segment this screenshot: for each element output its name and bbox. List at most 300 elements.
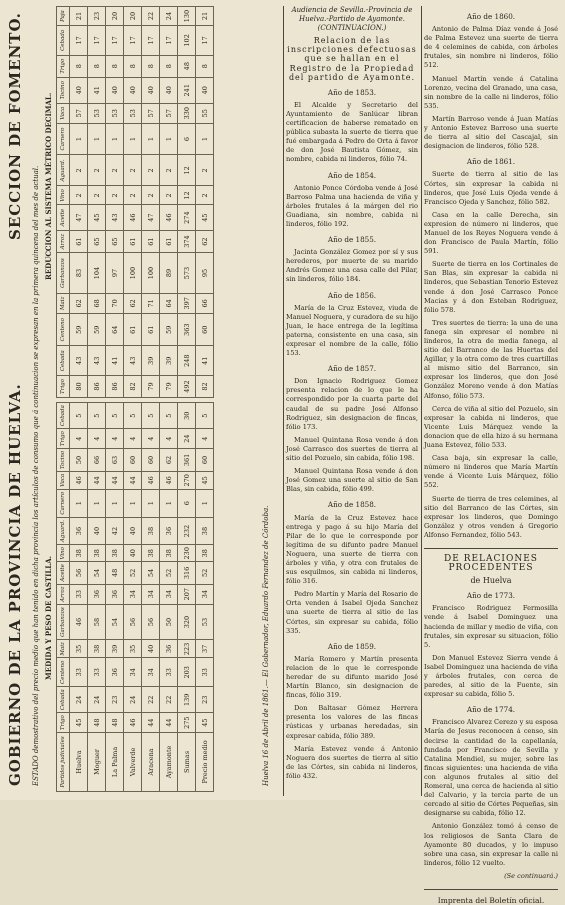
- column-header: Partidos judiciales: [57, 732, 70, 791]
- table-cell: 61: [160, 230, 178, 253]
- registry-entry: Francisco Alvarez Cerezo y su esposa María de Jesus reconocen á censo, sin decirse la cantidad de la capellanía, fundada por Francisco de Sevilla y Catalina Mendiel, su mujer, sobre las fincas siguientes: una hacienda de viña con algunos frutales al sitio del Romeral, una cerca de hacienda al sitio del Calvario, y la tercia parte de un cercado al sitio de Córtes Pequeñas, sin designarse su cabida, fólio 12.: [424, 718, 558, 818]
- table-cell: 4: [196, 429, 214, 449]
- column-divider: [421, 6, 422, 796]
- relaciones-subtitle: de Huelva: [470, 576, 512, 586]
- table-cell: 97: [106, 253, 124, 293]
- table-cell: 45: [70, 713, 88, 733]
- year-heading: Año de 1856.: [327, 290, 377, 300]
- table-cell: 30: [178, 403, 196, 429]
- table-cell: 5: [196, 403, 214, 429]
- table-cell: 68: [88, 293, 106, 313]
- table-row: [88, 403, 106, 792]
- table-cell: 17: [106, 26, 124, 56]
- table-cell: 12: [178, 155, 196, 186]
- table-row: [178, 7, 196, 398]
- table-cell: 59: [70, 314, 88, 346]
- table-cell: 102: [178, 26, 196, 56]
- table-cell: 330: [178, 103, 196, 123]
- table-cell: Precio medio: [196, 732, 214, 791]
- table-cell: 80: [70, 376, 88, 398]
- table-cell: 40: [88, 517, 106, 545]
- table-cell: 89: [160, 253, 178, 293]
- table-cell: 5: [88, 403, 106, 429]
- table-cell: Valverde: [124, 732, 142, 791]
- table-cell: 1: [106, 489, 124, 517]
- table-cell: 4: [142, 429, 160, 449]
- table-cell: 2: [124, 155, 142, 186]
- column-header: Vino: [57, 545, 70, 562]
- table-cell: 21: [196, 7, 214, 26]
- table-cell: Moguer: [88, 732, 106, 791]
- table-cell: 36: [160, 640, 178, 658]
- table-cell: 43: [106, 205, 124, 230]
- table-cell: 40: [106, 77, 124, 103]
- column-header: Aceite: [57, 205, 70, 230]
- table-cell: 62: [160, 448, 178, 471]
- text-column-left: [286, 6, 418, 785]
- table-cell: 397: [178, 293, 196, 313]
- column-header: Garbanzos: [57, 253, 70, 293]
- table-cell: 100: [142, 253, 160, 293]
- table-cell: 83: [70, 253, 88, 293]
- year-heading: Año de 1858.: [327, 500, 377, 510]
- table-row: [124, 7, 142, 398]
- table-row: [124, 403, 142, 792]
- column-header: Aguard.: [57, 517, 70, 545]
- table-cell: 38: [196, 545, 214, 562]
- table-cell: 46: [70, 472, 88, 490]
- registry-entry: Don Manuel Estevez Sierra vende á Isabel Dominguez una hacienda de viña y árboles frutales, con cerca de paredes, al sitio de la Fuente, sin expresar su cabida, fólio 5.: [424, 653, 558, 699]
- table-cell: 23: [106, 687, 124, 713]
- table-cell: 24: [178, 429, 196, 449]
- table-cell: 50: [160, 604, 178, 640]
- table-cell: 8: [124, 55, 142, 77]
- table-cell: 61: [142, 230, 160, 253]
- table-cell: 1: [160, 123, 178, 155]
- table-cell: 40: [124, 77, 142, 103]
- table-cell: 2: [142, 155, 160, 186]
- table-cell: 86: [88, 376, 106, 398]
- table-cell: 17: [160, 26, 178, 56]
- table-cell: 46: [124, 713, 142, 733]
- column-header: Cebada: [57, 346, 70, 376]
- registry-entry: María de la Cruz Estevez hace entrega y pago á su hijo María del Pilar de lo que le corresponde por legítima de su difunto padre Manuel Noguera, una suerte de tierra con árboles y viña, y otra con frutales de sus esquilmos, sin cabida ni linderos, fólio 316.: [286, 513, 418, 586]
- table-cell: 38: [142, 545, 160, 562]
- table-cell: 47: [142, 205, 160, 230]
- table-cell: 40: [142, 640, 160, 658]
- table-cell: 44: [124, 472, 142, 490]
- column-header: Arroz: [57, 230, 70, 253]
- table-cell: 5: [106, 403, 124, 429]
- table-row: [160, 7, 178, 398]
- registry-entry: Manuel Quintana Rosa vende á don José Gomez una suerte al sitio de San Blas, sin cabida, fólio 499.: [286, 467, 418, 494]
- table-cell: 100: [124, 253, 142, 293]
- column-header: Paja: [57, 7, 70, 26]
- table-cell: 4: [160, 429, 178, 449]
- table-cell: 363: [178, 314, 196, 346]
- table-cell: 33: [70, 584, 88, 604]
- table-cell: 22: [160, 687, 178, 713]
- year-heading: Año de 1855.: [327, 235, 377, 245]
- table-cell: 1: [196, 123, 214, 155]
- table-cell: 6: [178, 123, 196, 155]
- table-cell: 71: [142, 293, 160, 313]
- table-cell: 24: [160, 7, 178, 26]
- registry-entry: María Estevez vende á Antonio Noguera dos suertes de tierra al sitio de las Córtes, sin cabida ni linderos, fólio 432.: [286, 744, 418, 780]
- table-cell: 45: [196, 472, 214, 490]
- table-cell: 66: [88, 448, 106, 471]
- table-cell: 320: [178, 604, 196, 640]
- table-cell: 1: [124, 489, 142, 517]
- table-cell: 24: [70, 687, 88, 713]
- table-cell: Huelva: [70, 732, 88, 791]
- table-cell: 203: [178, 658, 196, 687]
- table-cell: 52: [124, 562, 142, 584]
- table-cell: 33: [160, 658, 178, 687]
- table-cell: 17: [196, 26, 214, 56]
- table-cell: 17: [88, 26, 106, 56]
- table-header-row: [57, 7, 70, 398]
- year-heading: Año de 1773.: [466, 591, 516, 601]
- table-row: [178, 403, 196, 792]
- table-cell: 39: [160, 346, 178, 376]
- table-cell: 23: [196, 687, 214, 713]
- table-cell: 275: [178, 713, 196, 733]
- table-cell: 44: [142, 713, 160, 733]
- table-cell: 316: [178, 562, 196, 584]
- table-cell: 60: [124, 448, 142, 471]
- table-cell: 104: [88, 253, 106, 293]
- table-cell: 53: [124, 103, 142, 123]
- table-cell: 36: [88, 584, 106, 604]
- table-cell: 38: [142, 517, 160, 545]
- table-cell: 1: [88, 489, 106, 517]
- table-cell: 43: [88, 346, 106, 376]
- section-title: SECCION DE FOMENTO.: [6, 12, 24, 240]
- table-cell: 48: [178, 55, 196, 77]
- table-cell: 8: [106, 55, 124, 77]
- table-cell: 2: [70, 155, 88, 186]
- right-table-heading: REDUCCION AL SISTEMA MÉTRICO DECIMAL.: [44, 92, 53, 280]
- table-cell: 40: [70, 77, 88, 103]
- column-header: Centeno: [57, 314, 70, 346]
- table-cell: 86: [106, 376, 124, 398]
- table-cell: 8: [70, 55, 88, 77]
- table-cell: 35: [70, 640, 88, 658]
- table-cell: 1: [70, 489, 88, 517]
- table-cell: 2: [88, 155, 106, 186]
- table-cell: 5: [124, 403, 142, 429]
- table-cell: 63: [106, 448, 124, 471]
- table-cell: 21: [70, 7, 88, 26]
- table-cell: 38: [88, 545, 106, 562]
- table-cell: 43: [124, 346, 142, 376]
- table-cell: 38: [196, 517, 214, 545]
- table-cell: 2: [160, 186, 178, 205]
- table-cell: 39: [142, 346, 160, 376]
- table-cell: 22: [142, 7, 160, 26]
- colA-sections: [286, 88, 418, 781]
- table-cell: 40: [196, 77, 214, 103]
- banner-title: GOBIERNO DE LA PROVINCIA DE HUELVA.: [6, 383, 24, 786]
- table-cell: 45: [88, 205, 106, 230]
- registry-entry: Manuel Martín vende á Catalina Lorenzo, vecina del Granado, una casa, sin nombre de la calle ni linderos, fólio 535.: [424, 74, 558, 110]
- table-cell: 24: [88, 687, 106, 713]
- table-cell: 53: [88, 103, 106, 123]
- table-cell: 33: [196, 658, 214, 687]
- table-cell: 44: [106, 472, 124, 490]
- registry-entry: María de la Cruz Estevez, viuda de Manuel Noguera, y curadora de su hijo Juan, le hace entrega de la legítima paterna, consistente en una casa, sin expresar el nombre de la calle, fólio 153.: [286, 303, 418, 358]
- registry-entry: Don Ignacio Rodriguez Gomez presenta relacion de lo que le ha correspondido por la cuarta parte del caudal de su padre José Alfonso Rodriguez, sin designacion de fincas, fólio 173.: [286, 377, 418, 431]
- section-rule: [424, 548, 558, 549]
- table-cell: 17: [124, 26, 142, 56]
- column-header: Vaca: [57, 472, 70, 490]
- table-cell: 40: [160, 77, 178, 103]
- section-rule: [424, 889, 558, 890]
- left-table-heading: MEDIDA Y PESO DE CASTILLA.: [44, 555, 53, 680]
- metric-price-table: [56, 6, 214, 398]
- continuation-label: (CONTINUACION.): [317, 24, 387, 33]
- table-cell: 60: [142, 448, 160, 471]
- table-row: [142, 7, 160, 398]
- column-header: Trigo: [57, 429, 70, 449]
- column-header: Aguard.: [57, 155, 70, 186]
- table-cell: 62: [124, 293, 142, 313]
- column-header: Maiz: [57, 640, 70, 658]
- table-cell: 274: [178, 205, 196, 230]
- table-cell: 45: [196, 205, 214, 230]
- table-cell: 1: [142, 123, 160, 155]
- table-cell: 37: [196, 640, 214, 658]
- column-header: Arroz: [57, 584, 70, 604]
- column-header: Carnero: [57, 489, 70, 517]
- column-header: Maiz: [57, 293, 70, 313]
- table-cell: 70: [106, 293, 124, 313]
- table-cell: 36: [70, 517, 88, 545]
- table-cell: 232: [178, 517, 196, 545]
- column-header: Trigo: [57, 713, 70, 733]
- registry-entry: Suerte de tierra al sitio de las Córtes, sin expresar la cabida ni linderos, que José Luis Ojeda vende á Francisco Ojeda y Sanchez, fólio 582.: [424, 170, 558, 206]
- table-row: [160, 403, 178, 792]
- table-cell: 39: [106, 640, 124, 658]
- table-cell: 62: [70, 293, 88, 313]
- table-row: [88, 7, 106, 398]
- table-cell: 46: [142, 472, 160, 490]
- table-cell: 223: [178, 640, 196, 658]
- registry-entry: Francisco Rodriguez Fermosilla vende á Isabel Dominguez una hacienda de millar y medio de viña, con frutales, sin expresar su situacion, fólio 5.: [424, 604, 558, 649]
- table-row: [106, 403, 124, 792]
- registry-entry: Suerte de tierra en los Cortinales de San Blas, sin expresar la cabida ni linderos, que Sebastian Tenorio Estevez vende á don José Carrasco Ponce Macias y á don Esteban Rodriguez, fólio 578.: [424, 260, 558, 314]
- table-cell: 44: [160, 713, 178, 733]
- table-cell: 61: [124, 230, 142, 253]
- table-cell: 42: [106, 517, 124, 545]
- registry-entry: El Alcalde y Secretario del Ayuntamiento de Sanlúcar libran certificacion de haberse rematado en pública subasta la suerte de tierra que fué embargada á Pedro de Orta á favor de don José Bautista Gómez, sin nombre, cabida ni linderos, fólio 74.: [286, 100, 418, 164]
- table-cell: 40: [124, 517, 142, 545]
- table-cell: 374: [178, 230, 196, 253]
- table-cell: 41: [196, 346, 214, 376]
- table-cell: 64: [106, 314, 124, 346]
- year-heading: Año de 1861.: [466, 157, 516, 167]
- registry-entry: Jacinta González Gomez por sí y sus herederos, por muerte de su marido Andrés Gomez una casa calle del Pilar, sin linderos, fólio 184.: [286, 248, 418, 284]
- table-cell: 52: [196, 562, 214, 584]
- table-cell: 8: [88, 55, 106, 77]
- registry-entry: Cerca de viña al sitio del Pozuelo, sin expresar la cabida ni linderos, que Vicente Luis Márquez vende la donacion que de ella hizo á su hermana Juana Estevez, fólio 533.: [424, 404, 558, 450]
- table-cell: 4: [88, 429, 106, 449]
- table-cell: 46: [70, 604, 88, 640]
- table-cell: 57: [160, 103, 178, 123]
- table-cell: 65: [88, 230, 106, 253]
- year-heading: Año de 1857.: [327, 364, 377, 374]
- column-header: Carnero: [57, 123, 70, 155]
- table-cell: 43: [70, 346, 88, 376]
- registry-entry: Antonio de Palma Díaz vende á José de Palma Estevez una suerte de tierra de 4 celemines de cabida, con árboles frutales, sin nombre ni linderos, fólio 512.: [424, 25, 558, 70]
- table-cell: 33: [70, 658, 88, 687]
- table-cell: 2: [142, 186, 160, 205]
- table-cell: 38: [160, 545, 178, 562]
- column-header: Trigo: [57, 376, 70, 398]
- table-cell: 65: [106, 230, 124, 253]
- table-cell: 4: [106, 429, 124, 449]
- table-row: [142, 403, 160, 792]
- table-cell: 57: [70, 103, 88, 123]
- table-cell: 79: [142, 376, 160, 398]
- year-heading: Año de 1860.: [466, 12, 516, 21]
- table-cell: 34: [124, 584, 142, 604]
- table-cell: 22: [142, 687, 160, 713]
- table-cell: 40: [124, 545, 142, 562]
- table-cell: 207: [178, 584, 196, 604]
- table-cell: 36: [106, 658, 124, 687]
- table-cell: 61: [70, 230, 88, 253]
- column-header: Tocino: [57, 448, 70, 471]
- colB-sections: [424, 12, 558, 540]
- table-cell: 1: [88, 123, 106, 155]
- table-cell: 59: [160, 314, 178, 346]
- table-cell: 8: [160, 55, 178, 77]
- table-cell: 1: [70, 123, 88, 155]
- table-cell: 17: [70, 26, 88, 56]
- table-cell: 2: [106, 155, 124, 186]
- year-heading: Año de 1854.: [327, 170, 377, 180]
- table-row: [70, 403, 88, 792]
- text-column-right: [424, 6, 558, 905]
- table-cell: 17: [142, 26, 160, 56]
- table-cell: 8: [142, 55, 160, 77]
- table-cell: 45: [196, 713, 214, 733]
- castilla-price-table: [56, 402, 214, 792]
- table-cell: 82: [124, 376, 142, 398]
- table-cell: 1: [196, 489, 214, 517]
- table-cell: 56: [70, 562, 88, 584]
- table-cell: 54: [106, 604, 124, 640]
- table-cell: 35: [124, 640, 142, 658]
- table-cell: 47: [70, 205, 88, 230]
- table-cell: 20: [124, 7, 142, 26]
- table-cell: 5: [142, 403, 160, 429]
- table-cell: 59: [88, 314, 106, 346]
- relacion-title: Relacion de las inscripciones defectuosas que se hallan en el Registro de la Propiedad del partido de Ayamonte.: [287, 36, 417, 82]
- table-cell: 492: [178, 376, 196, 398]
- table-row: [196, 7, 214, 398]
- table-cell: La Palma: [106, 732, 124, 791]
- table-cell: 2: [88, 186, 106, 205]
- table-cell: 95: [196, 253, 214, 293]
- table-cell: 38: [88, 640, 106, 658]
- table-cell: Ayamonte: [160, 732, 178, 791]
- table-cell: 46: [160, 472, 178, 490]
- registry-entry: Casa en la calle Derecha, sin expresion de número ni linderos, que Manuel de los Reyes Noguera vende á don Francisco de Paula Martín, fólio 591.: [424, 210, 558, 256]
- table-cell: 2: [196, 155, 214, 186]
- table-cell: 44: [88, 472, 106, 490]
- colB-sections2: [424, 591, 558, 868]
- table-cell: 34: [142, 658, 160, 687]
- table-cell: 2: [70, 186, 88, 205]
- table-cell: 270: [178, 472, 196, 490]
- table-cell: Aracena: [142, 732, 160, 791]
- table-cell: 56: [142, 604, 160, 640]
- table-cell: 53: [196, 604, 214, 640]
- table-cell: 55: [196, 103, 214, 123]
- table-row: [106, 7, 124, 398]
- table-cell: 5: [70, 403, 88, 429]
- column-header: Cebada: [57, 687, 70, 713]
- table-cell: 40: [142, 77, 160, 103]
- table-cell: 50: [70, 448, 88, 471]
- table-cell: 4: [70, 429, 88, 449]
- column-header: Tocino: [57, 77, 70, 103]
- table-header-row: [57, 403, 70, 792]
- year-heading: Año de 1853.: [327, 87, 377, 97]
- column-divider: [283, 6, 284, 796]
- registry-entry: Antonio Ponce Córdoba vende á José Barroso Palma una hacienda de viña y árboles frutales á la márgen del rio Guadiana, sin nombre, cabida ni linderos, fólio 192.: [286, 183, 418, 228]
- table-cell: 36: [160, 517, 178, 545]
- column-header: Cebada: [57, 26, 70, 56]
- table-cell: 34: [160, 584, 178, 604]
- table-cell: 61: [124, 314, 142, 346]
- table-cell: 38: [70, 545, 88, 562]
- registry-entry: Casa baja, sin expresar la calle, número ni linderos que María Martín vende á Vicente Luis Márquez, fólio 552.: [424, 454, 558, 490]
- relaciones-title: DE RELACIONES PROCEDENTES: [444, 553, 538, 574]
- table-cell: 58: [88, 604, 106, 640]
- table-cell: 1: [106, 123, 124, 155]
- imprenta-label: Imprenta del Boletín oficial.: [437, 895, 545, 905]
- table-cell: 130: [178, 7, 196, 26]
- table-cell: 2: [196, 186, 214, 205]
- table-cell: 5: [160, 403, 178, 429]
- table-cell: 248: [178, 346, 196, 376]
- column-header: Centeno: [57, 658, 70, 687]
- table-cell: 52: [160, 562, 178, 584]
- table-cell: 64: [160, 293, 178, 313]
- continued-label: (Se continuará.): [504, 871, 558, 880]
- table-cell: 54: [88, 562, 106, 584]
- year-heading: Año de 1774.: [466, 705, 516, 715]
- table-cell: 139: [178, 687, 196, 713]
- registry-entry: María Romero y Martín presenta relacion de lo que le corresponde heredar de su difunto marido José Martín Blanco, sin designacion de fincas, fólio 319.: [286, 654, 418, 700]
- column-header: Trigo: [57, 55, 70, 77]
- table-footer: Huelva 16 de Abril de 1861.— El Gobernador, Eduardo Fernandez de Córdoba.: [262, 505, 270, 786]
- table-cell: 41: [106, 346, 124, 376]
- table-cell: 60: [196, 314, 214, 346]
- table-cell: 2: [124, 186, 142, 205]
- table-cell: 79: [160, 376, 178, 398]
- table-cell: 56: [124, 604, 142, 640]
- registry-entry: Martín Barroso vende á Juan Matías y Antonio Estevez Barroso una suerte de tierra al sitio del Cascajal, sin designacion de linderos, fólio 528.: [424, 114, 558, 151]
- table-cell: 36: [106, 584, 124, 604]
- table-subtitle: ESTADO demostrativo del precio medio que han tenido en dicha provincia los artículos de consumo que á continuacion se expresan en la primera quincena del mes de actual.: [32, 165, 40, 786]
- table-cell: 61: [142, 314, 160, 346]
- column-header: Aceite: [57, 562, 70, 584]
